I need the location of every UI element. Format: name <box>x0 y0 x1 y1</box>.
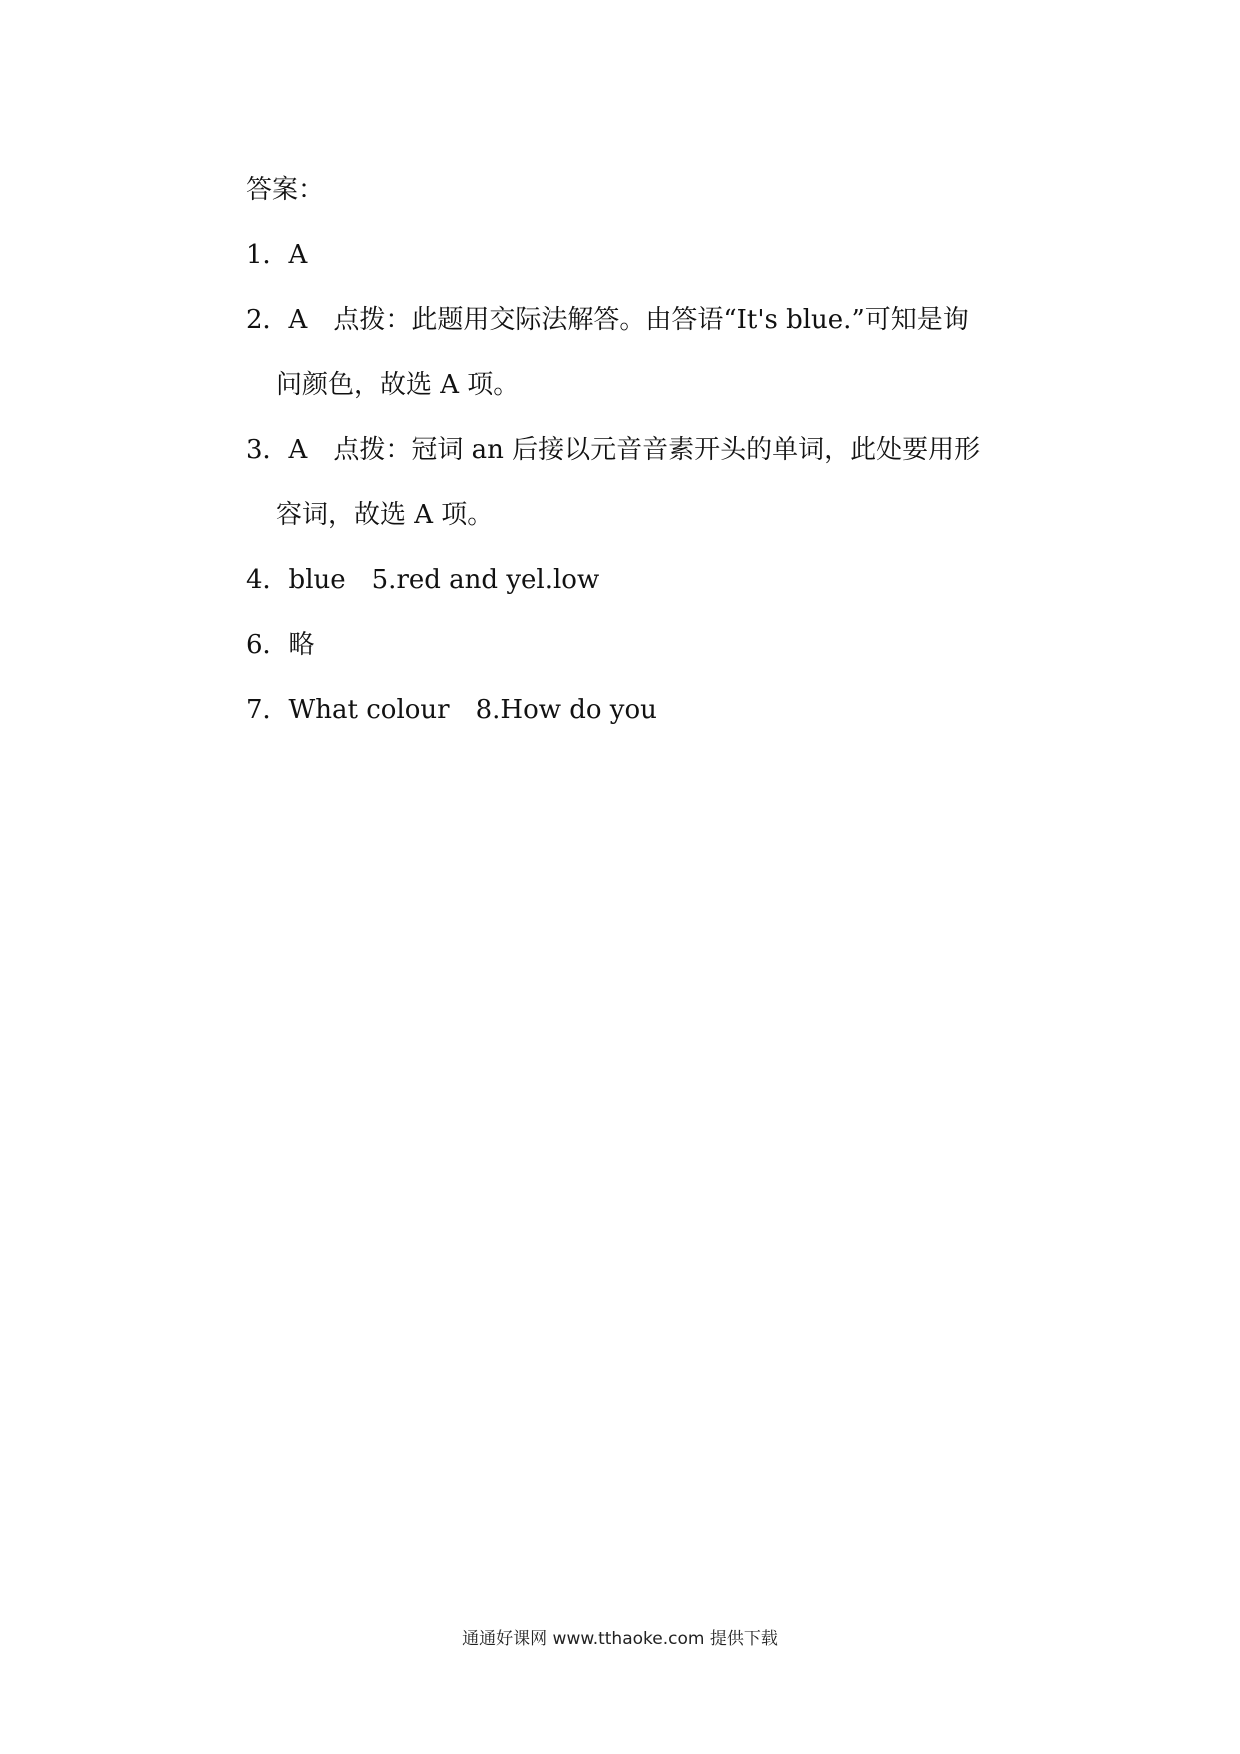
answer-text: What colour <box>288 695 450 725</box>
answer-item-7-8 <box>246 678 1066 743</box>
answer-item-2 <box>246 288 1066 353</box>
answer-text: A <box>288 435 308 465</box>
answer-item-1 <box>246 223 1066 288</box>
answer-text: 略 <box>288 630 315 660</box>
answer-note: 点拨：此题用交际法解答。由答语“It's blue.”可知是询 <box>333 305 969 335</box>
answer-number: 3． <box>246 435 289 465</box>
answer-text-extra: 5.red and yel.low <box>371 565 600 595</box>
answer-number: 7． <box>246 695 289 725</box>
answer-text: blue <box>288 565 346 595</box>
answer-number: 1． <box>246 240 289 270</box>
answer-item-2-continued: 问颜色，故选 A 项。 <box>276 370 520 400</box>
answer-heading: 答案： <box>246 175 325 205</box>
answer-item-3-continued: 容词，故选 A 项。 <box>276 500 494 530</box>
answer-section <box>246 158 1066 743</box>
answer-note: 点拨：冠词 an 后接以元音音素开头的单词，此处要用形 <box>333 435 981 465</box>
answer-number: 6． <box>246 630 289 660</box>
answer-text: A <box>288 305 308 335</box>
answer-item-4-5 <box>246 548 1066 613</box>
answer-number: 2． <box>246 305 289 335</box>
answer-text-extra: 8.How do you <box>475 695 657 725</box>
answer-item-6 <box>246 613 1066 678</box>
page-footer: 通通好课网 www.tthaoke.com 提供下载 <box>462 1629 778 1649</box>
answer-number: 4． <box>246 565 289 595</box>
answer-text: A <box>288 240 308 270</box>
answer-item-3 <box>246 418 1066 483</box>
